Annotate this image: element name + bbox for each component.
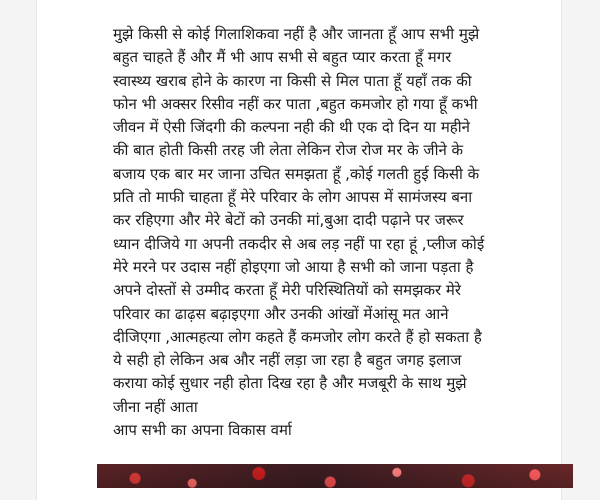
- post-body: [113, 23, 575, 442]
- post-signature: आप सभी का अपना विकास वर्मा: [113, 421, 292, 440]
- post-line: परिवार का ढाढ़स बढ़ाइएगा और उनकी आंखों मेंआंसू मत आने: [113, 304, 449, 323]
- post-line: कर रहिएगा और मेरे बेटों को उनकी मां,बुआ दादी पढ़ाने पर जरूर: [113, 211, 464, 230]
- post-line: स्वास्थ्य खराब होने के कारण ना किसी से मिल पाता हूँ यहाँ तक की: [113, 71, 472, 90]
- post-line: बहुत चाहते हैं और मैं भी आप सभी से बहुत प्यार करता हूँ मगर: [113, 48, 452, 67]
- post-line: अपने दोस्तों से उम्मीद करता हूँ मेरी परिस्थितियों को समझकर मेरे: [113, 281, 461, 300]
- post-line: जीवन में ऐसी जिंदगी की कल्पना नही की थी एक दो दिन या महीने: [113, 118, 470, 137]
- post-line: कराया कोई सुधार नही होता दिख रहा है और मजबूरी के साथ मुझे: [113, 374, 467, 393]
- post-line: मुझे किसी से कोई गिलाशिकवा नहीं है और जानता हूँ आप सभी मुझे: [113, 25, 480, 43]
- post-line: ये सही हो लेकिन अब और नहीं लड़ा जा रहा है बहुत जगह इलाज: [113, 351, 462, 370]
- post-line: दीजिएगा ,आत्महत्या लोग कहते हैं कमजोर लोग करते हैं हो सकता है: [113, 327, 482, 346]
- post-media-preview[interactable]: [97, 464, 573, 488]
- post-line: प्रति तो माफी चाहता हूँ मेरे परिवार के लोग आपस में सामंजस्य बना: [113, 188, 473, 207]
- post-line: की बात होती किसी तरह जी लेता लेकिन रोज रोज मर के जीने के: [113, 141, 464, 160]
- post-card: [36, 0, 562, 500]
- post-line: जीना नहीं आता: [113, 397, 198, 416]
- post-line: मेरे मरने पर उदास नहीं होइएगा जो आया है सभी को जाना पड़ता है: [113, 257, 474, 276]
- post-line: ध्यान दीजिये गा अपनी तकदीर से अब लड़ नहीं पा रहा हूं ,प्लीज कोई: [113, 234, 485, 253]
- post-line: फोन भी अक्सर रिसीव नहीं कर पाता ,बहुत कमजोर हो गया हूँ कभी: [113, 94, 478, 113]
- post-line: बजाय एक बार मर जाना उचित समझता हूँ ,कोई गलती हुई किसी के: [113, 164, 480, 183]
- media-overlay: [97, 464, 573, 488]
